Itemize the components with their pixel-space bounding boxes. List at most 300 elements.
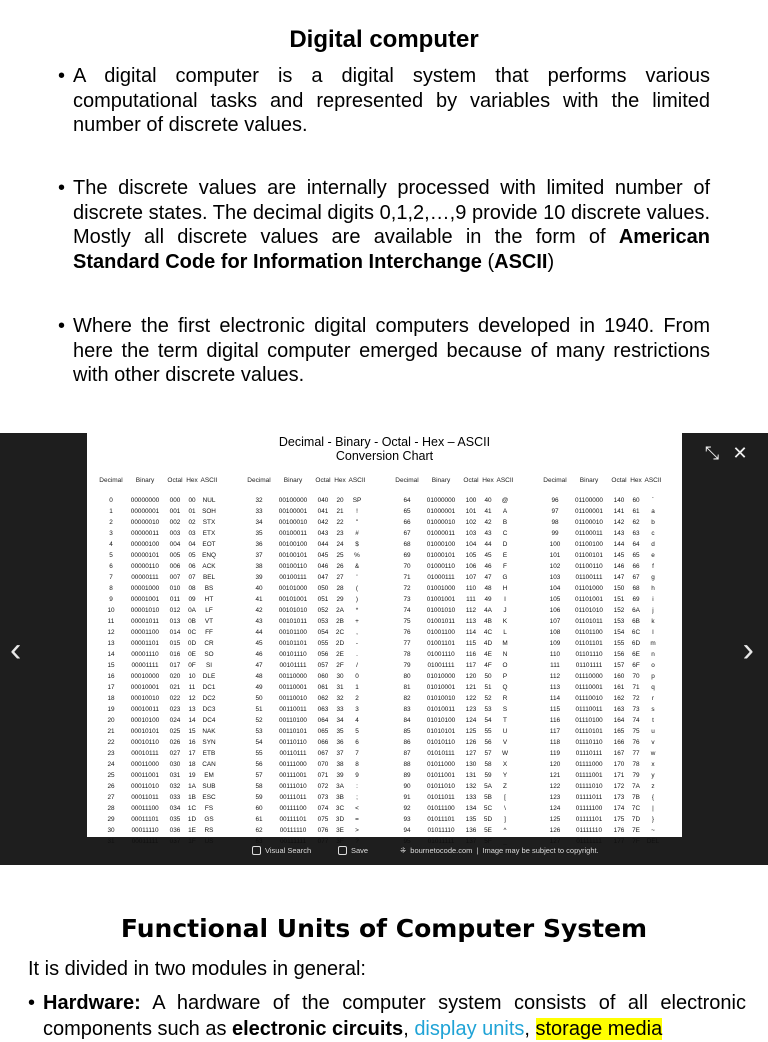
table-cell-octal: 170: [613, 761, 625, 768]
shrink-icon[interactable]: ⤡: [704, 443, 720, 463]
table-cell-octal: 042: [317, 519, 329, 526]
table-cell-ascii: ?: [355, 838, 359, 845]
table-cell-hex: 21: [336, 508, 344, 515]
table-cell-binary: 01111111: [576, 838, 602, 845]
table-cell-hex: 67: [632, 574, 640, 581]
table-cell-decimal: 84: [403, 717, 411, 724]
table-cell-decimal: 106: [549, 607, 561, 614]
table-cell-hex: 71: [632, 684, 640, 691]
table-cell-ascii: #: [355, 530, 359, 537]
table-cell-binary: 00101101: [279, 640, 307, 647]
lens-icon: [252, 846, 261, 855]
table-cell-octal: 151: [613, 596, 625, 603]
table-cell-octal: 003: [169, 530, 181, 537]
next-arrow-icon[interactable]: ›: [742, 631, 754, 669]
bullet-discrete-values: [58, 176, 710, 274]
table-cell-binary: 01011001: [427, 772, 455, 779]
table-cell-decimal: 1: [109, 508, 113, 515]
table-cell-octal: 122: [465, 695, 477, 702]
table-cell-ascii: z: [651, 783, 655, 790]
table-cell-ascii: l: [652, 629, 654, 636]
table-cell-ascii: w: [650, 750, 656, 757]
table-cell-hex: 78: [632, 761, 640, 768]
table-cell-hex: 7F: [632, 838, 640, 845]
table-cell-octal: 045: [317, 552, 329, 559]
column-header-octal: Octal: [611, 477, 627, 484]
table-cell-hex: 18: [188, 761, 196, 768]
table-cell-binary: 01111101: [575, 816, 603, 823]
table-cell-ascii: d: [651, 541, 655, 548]
table-cell-binary: 01100100: [575, 541, 603, 548]
table-cell-binary: 01101000: [575, 585, 603, 592]
table-cell-ascii: US: [204, 838, 214, 845]
table-cell-decimal: 18: [107, 695, 115, 702]
table-cell-binary: 00010110: [131, 739, 159, 746]
table-cell-binary: 00010111: [131, 750, 159, 757]
table-cell-octal: 052: [317, 607, 329, 614]
table-cell-binary: 01000010: [426, 519, 456, 526]
table-cell-octal: 007: [169, 574, 181, 581]
table-cell-octal: 176: [613, 827, 625, 834]
table-cell-ascii: C: [502, 530, 508, 537]
table-cell-hex: 0C: [187, 629, 197, 636]
table-cell-ascii: 8: [355, 761, 359, 768]
table-cell-octal: 117: [465, 662, 477, 669]
table-cell-decimal: 40: [255, 585, 263, 592]
table-cell-decimal: 14: [107, 651, 115, 658]
table-cell-decimal: 8: [109, 585, 113, 592]
table-cell-binary: 00110001: [279, 684, 307, 691]
table-cell-hex: 24: [336, 541, 344, 548]
table-cell-octal: 102: [465, 519, 477, 526]
table-cell-ascii: ": [355, 519, 359, 526]
bullet-text: The discrete values are internally processed with limited number of discrete states. The decimal digits 0,1,2,…,9 provide 10 discrete values. Mostly all discrete values are available in the form of: [73, 177, 710, 248]
table-cell-hex: 1A: [188, 783, 196, 790]
table-cell-binary: 00111101: [279, 816, 307, 823]
table-cell-hex: 66: [632, 563, 640, 570]
viewer-controls: [702, 443, 750, 464]
table-cell-decimal: 7: [109, 574, 113, 581]
table-cell-ascii: \: [504, 805, 506, 812]
table-cell-hex: 6D: [631, 640, 641, 647]
table-cell-binary: 01000100: [426, 541, 456, 548]
table-cell-octal: 017: [169, 662, 181, 669]
visual-search-button[interactable]: [252, 846, 311, 855]
hardware-label: Hardware:: [43, 992, 141, 1014]
source-info: [400, 846, 599, 855]
table-cell-binary: 01000110: [427, 563, 455, 570]
table-cell-hex: 25: [336, 552, 344, 559]
table-cell-hex: 23: [336, 530, 344, 537]
table-cell-hex: 43: [484, 530, 492, 537]
table-cell-hex: 64: [632, 541, 640, 548]
table-cell-hex: 41: [484, 508, 492, 515]
table-cell-ascii: ^: [503, 827, 507, 834]
table-cell-octal: 166: [613, 739, 625, 746]
table-cell-octal: 167: [613, 750, 625, 757]
table-cell-decimal: 32: [255, 497, 263, 504]
table-cell-ascii: 5: [355, 728, 359, 735]
table-cell-octal: 011: [169, 596, 181, 603]
table-cell-ascii: RS: [204, 827, 214, 834]
table-cell-binary: 01011010: [427, 783, 455, 790]
table-cell-hex: 39: [336, 772, 344, 779]
table-cell-binary: 00101111: [279, 662, 307, 669]
table-cell-decimal: 87: [403, 750, 411, 757]
table-cell-octal: 115: [465, 640, 477, 647]
table-cell-ascii: |: [652, 805, 654, 812]
table-cell-hex: 65: [632, 552, 640, 559]
table-cell-octal: 175: [613, 816, 625, 823]
table-cell-hex: 46: [484, 563, 492, 570]
table-cell-hex: 63: [632, 530, 640, 537]
table-cell-binary: 01111000: [575, 761, 603, 768]
table-cell-ascii: 3: [355, 706, 359, 713]
table-cell-decimal: 117: [549, 728, 561, 735]
table-cell-decimal: 64: [403, 497, 411, 504]
table-cell-octal: 137: [465, 838, 477, 845]
table-cell-ascii: p: [651, 673, 655, 680]
paren-open: (: [481, 250, 495, 273]
table-cell-binary: 00000001: [130, 508, 160, 515]
table-cell-ascii: SOH: [202, 508, 216, 515]
table-cell-hex: 2F: [336, 662, 344, 669]
table-cell-decimal: 75: [403, 618, 411, 625]
column-header-ascii: ASCII: [644, 477, 662, 484]
table-cell-hex: 5A: [484, 783, 492, 790]
chart-title: [87, 435, 682, 463]
table-cell-ascii: B: [502, 519, 508, 526]
table-cell-ascii: (: [355, 585, 359, 592]
table-cell-hex: 15: [188, 728, 196, 735]
table-cell-ascii: -: [355, 640, 359, 647]
table-cell-decimal: 80: [403, 673, 411, 680]
table-cell-hex: 28: [336, 585, 344, 592]
source-separator: |: [476, 846, 479, 855]
table-cell-octal: 030: [169, 761, 181, 768]
table-cell-ascii: o: [651, 662, 655, 669]
table-cell-binary: 00101110: [279, 651, 307, 658]
table-cell-binary: 00011010: [131, 783, 159, 790]
bullet-hardware: [28, 990, 746, 1042]
table-cell-decimal: 69: [403, 552, 411, 559]
table-cell-octal: 113: [465, 618, 477, 625]
table-cell-decimal: 76: [403, 629, 411, 636]
table-cell-decimal: 58: [255, 783, 263, 790]
table-cell-hex: 31: [336, 684, 344, 691]
table-cell-ascii: P: [502, 673, 508, 680]
table-cell-octal: 021: [169, 684, 181, 691]
table-cell-binary: 00010100: [130, 717, 160, 724]
table-cell-hex: 1C: [187, 805, 197, 812]
table-cell-binary: 01000000: [426, 497, 456, 504]
table-cell-octal: 010: [169, 585, 181, 592]
table-cell-ascii: ,: [356, 629, 358, 636]
table-cell-hex: 01: [188, 508, 196, 515]
table-cell-ascii: x: [651, 761, 655, 768]
table-cell-hex: 6B: [632, 618, 640, 625]
table-cell-decimal: 109: [549, 640, 561, 647]
table-cell-binary: 00001110: [131, 651, 159, 658]
table-cell-binary: 01011111: [427, 838, 455, 845]
table-cell-hex: 16: [188, 739, 196, 746]
table-cell-octal: 065: [317, 728, 329, 735]
table-cell-decimal: 110: [549, 651, 561, 658]
table-cell-binary: 01100111: [575, 574, 603, 581]
intro-text: It is divided in two modules in general:: [28, 958, 366, 980]
table-cell-hex: 08: [188, 585, 196, 592]
table-cell-binary: 01111110: [575, 827, 603, 834]
table-cell-decimal: 31: [107, 838, 115, 845]
table-cell-decimal: 60: [255, 805, 263, 812]
table-cell-octal: 062: [317, 695, 329, 702]
table-cell-hex: 4D: [483, 640, 493, 647]
table-cell-binary: 01101110: [575, 651, 603, 658]
table-cell-ascii: =: [355, 816, 359, 823]
table-cell-octal: 024: [169, 717, 181, 724]
table-cell-binary: 00000011: [131, 530, 159, 537]
table-cell-ascii: +: [355, 618, 359, 625]
table-cell-hex: 61: [632, 508, 640, 515]
table-cell-binary: 00100110: [279, 563, 307, 570]
table-cell-hex: 0E: [188, 651, 196, 658]
table-cell-ascii: SUB: [202, 783, 216, 790]
table-cell-hex: 70: [632, 673, 640, 680]
table-cell-decimal: 111: [550, 662, 560, 669]
table-cell-hex: 53: [484, 706, 492, 713]
table-cell-ascii: J: [503, 607, 507, 614]
table-cell-binary: 01010111: [427, 750, 455, 757]
table-cell-decimal: 116: [549, 717, 561, 724]
table-cell-decimal: 56: [255, 761, 263, 768]
table-cell-ascii: D: [502, 541, 508, 548]
table-cell-hex: 56: [484, 739, 492, 746]
copyright-label: Image may be subject to copyright.: [482, 846, 599, 855]
table-cell-ascii: <: [355, 805, 359, 812]
table-cell-octal: 153: [613, 618, 625, 625]
table-cell-hex: 3C: [335, 805, 345, 812]
table-cell-octal: 047: [317, 574, 329, 581]
table-cell-octal: 144: [613, 541, 625, 548]
table-cell-ascii: {: [651, 794, 655, 801]
table-cell-decimal: 105: [549, 596, 561, 603]
table-cell-ascii: n: [651, 651, 655, 658]
table-cell-ascii: U: [502, 728, 508, 735]
table-cell-ascii: CAN: [202, 761, 216, 768]
table-cell-octal: 040: [317, 497, 329, 504]
table-cell-binary: 00010001: [130, 684, 160, 691]
table-cell-binary: 00101000: [278, 585, 308, 592]
separator-comma: ,: [403, 1018, 415, 1040]
table-cell-hex: 2A: [336, 607, 344, 614]
table-cell-binary: 00011011: [131, 794, 159, 801]
table-cell-ascii: CR: [204, 640, 214, 647]
table-cell-binary: 00011001: [131, 772, 159, 779]
table-cell-ascii: ]: [504, 816, 506, 823]
table-cell-ascii: V: [502, 739, 508, 746]
table-cell-octal: 053: [317, 618, 329, 625]
table-cell-ascii: g: [651, 574, 655, 581]
table-cell-ascii: I: [504, 596, 506, 603]
table-cell-ascii: 4: [355, 717, 359, 724]
table-cell-binary: 01110010: [575, 695, 603, 702]
table-cell-decimal: 21: [107, 728, 115, 735]
table-cell-decimal: 99: [551, 530, 559, 537]
table-cell-decimal: 29: [107, 816, 115, 823]
paren-close: ): [547, 250, 555, 273]
table-cell-ascii: DC1: [202, 684, 216, 691]
table-cell-ascii: Z: [503, 783, 507, 790]
table-cell-decimal: 101: [549, 552, 561, 559]
table-cell-hex: 62: [632, 519, 640, 526]
table-cell-ascii: FS: [204, 805, 214, 812]
table-cell-binary: 01111001: [575, 772, 603, 779]
table-cell-binary: 00110011: [279, 706, 307, 713]
table-cell-ascii: R: [502, 695, 508, 702]
table-cell-hex: 17: [188, 750, 196, 757]
table-cell-hex: 20: [336, 497, 344, 504]
table-cell-binary: 01111010: [575, 783, 603, 790]
table-cell-decimal: 38: [255, 563, 263, 570]
table-cell-binary: 00111111: [279, 838, 307, 845]
column-header-ascii: ASCII: [348, 477, 366, 484]
table-cell-hex: 22: [336, 519, 344, 526]
table-cell-octal: 140: [613, 497, 625, 504]
table-cell-decimal: 15: [107, 662, 115, 669]
table-cell-binary: 01001111: [427, 662, 455, 669]
table-cell-ascii: y: [651, 772, 655, 779]
table-cell-octal: 105: [465, 552, 477, 559]
table-cell-octal: 155: [613, 640, 625, 647]
table-cell-decimal: 95: [403, 838, 411, 845]
table-cell-octal: 025: [169, 728, 181, 735]
table-cell-octal: 132: [465, 783, 477, 790]
column-header-decimal: Decimal: [99, 477, 123, 484]
table-cell-binary: 00000111: [131, 574, 159, 581]
table-cell-hex: 10: [188, 673, 196, 680]
table-cell-ascii: >: [355, 827, 359, 834]
table-cell-ascii: e: [651, 552, 655, 559]
table-cell-binary: 00010000: [130, 673, 160, 680]
table-cell-hex: 59: [484, 772, 492, 779]
table-cell-binary: 00110000: [279, 673, 307, 680]
table-cell-hex: 12: [188, 695, 196, 702]
table-cell-ascii: K: [502, 618, 508, 625]
display-units-link[interactable]: display units: [414, 1018, 525, 1040]
column-header-binary: Binary: [135, 477, 155, 484]
table-cell-hex: 1B: [188, 794, 196, 801]
table-cell-hex: 05: [188, 552, 196, 559]
table-cell-decimal: 9: [109, 596, 113, 603]
table-cell-hex: 2D: [335, 640, 345, 647]
source-label[interactable]: bournetocode.com: [410, 846, 473, 855]
table-cell-octal: 044: [317, 541, 329, 548]
table-cell-decimal: 33: [255, 508, 263, 515]
table-cell-hex: 07: [188, 574, 196, 581]
table-cell-ascii: EOT: [202, 541, 216, 548]
table-cell-decimal: 6: [109, 563, 113, 570]
column-header-hex: Hex: [630, 477, 642, 484]
table-cell-decimal: 20: [107, 717, 115, 724]
table-cell-hex: 1E: [188, 827, 196, 834]
table-cell-hex: 00: [188, 497, 196, 504]
column-header-decimal: Decimal: [247, 477, 271, 484]
table-cell-ascii: Y: [502, 772, 508, 779]
table-cell-decimal: 54: [255, 739, 263, 746]
column-header-octal: Octal: [167, 477, 183, 484]
table-cell-decimal: 93: [403, 816, 411, 823]
bullet-text: Where the first electronic digital computers developed in 1940. From here the term digital computer emerged because of many restrictions with other discrete values.: [73, 315, 710, 386]
table-cell-ascii: ': [356, 574, 358, 581]
close-icon[interactable]: ✕: [732, 443, 748, 463]
table-cell-decimal: 98: [551, 519, 559, 526]
table-cell-binary: 00101100: [279, 629, 307, 636]
table-cell-decimal: 48: [255, 673, 263, 680]
table-cell-decimal: 4: [109, 541, 113, 548]
table-cell-decimal: 46: [255, 651, 263, 658]
table-cell-ascii: !: [356, 508, 358, 515]
table-cell-decimal: 70: [403, 563, 411, 570]
table-cell-decimal: 122: [549, 783, 561, 790]
previous-arrow-icon[interactable]: ‹: [10, 631, 22, 669]
table-cell-binary: 00000010: [130, 519, 160, 526]
table-cell-hex: 36: [336, 739, 344, 746]
table-cell-decimal: 102: [549, 563, 561, 570]
table-cell-hex: 75: [632, 728, 640, 735]
table-cell-binary: 00000101: [130, 552, 160, 559]
bullet-dot: •: [58, 177, 66, 199]
save-button[interactable]: [338, 846, 368, 855]
table-cell-ascii: s: [651, 706, 655, 713]
table-cell-octal: 127: [465, 750, 477, 757]
table-cell-hex: 60: [632, 497, 640, 504]
table-cell-hex: 02: [188, 519, 196, 526]
table-cell-decimal: 57: [255, 772, 263, 779]
table-cell-decimal: 114: [549, 695, 561, 702]
table-cell-ascii: BEL: [202, 574, 216, 581]
table-cell-hex: 45: [484, 552, 492, 559]
table-cell-binary: 01011101: [427, 816, 455, 823]
table-cell-hex: 13: [188, 706, 196, 713]
table-cell-ascii: ;: [356, 794, 358, 801]
table-cell-binary: 01010011: [427, 706, 455, 713]
table-cell-ascii: @: [501, 497, 509, 504]
table-cell-binary: 01101001: [575, 596, 603, 603]
table-cell-hex: 55: [484, 728, 492, 735]
table-cell-binary: 00001000: [130, 585, 160, 592]
table-cell-ascii: SO: [204, 651, 214, 658]
table-cell-hex: 38: [336, 761, 344, 768]
table-cell-hex: 57: [484, 750, 492, 757]
table-cell-binary: 00000110: [131, 563, 159, 570]
table-cell-octal: 051: [317, 596, 329, 603]
table-cell-decimal: 39: [255, 574, 263, 581]
table-cell-decimal: 22: [107, 739, 115, 746]
table-cell-binary: 01110000: [575, 673, 603, 680]
table-cell-hex: 11: [188, 684, 196, 691]
table-cell-octal: 034: [169, 805, 181, 812]
table-cell-ascii: L: [503, 629, 507, 636]
table-cell-hex: 4F: [484, 662, 492, 669]
table-cell-binary: 00001111: [131, 662, 159, 669]
table-cell-octal: 023: [169, 706, 181, 713]
table-cell-ascii: BS: [204, 585, 214, 592]
table-cell-ascii: *: [355, 607, 359, 614]
bullet-dot: •: [58, 315, 66, 337]
table-cell-hex: 4E: [484, 651, 492, 658]
table-cell-binary: 01000111: [427, 574, 455, 581]
table-cell-decimal: 11: [107, 618, 115, 625]
